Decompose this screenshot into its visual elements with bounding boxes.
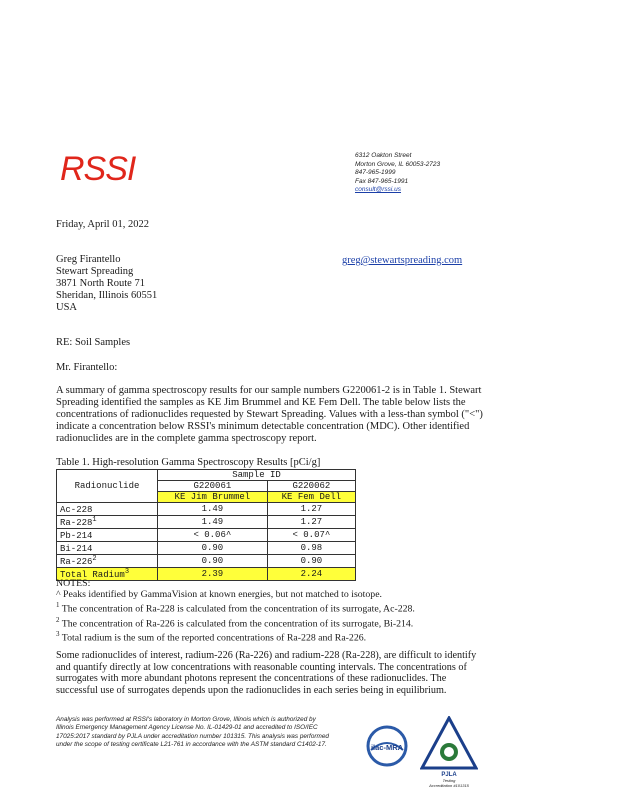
- contact-link[interactable]: consult@rssi.us: [355, 186, 401, 193]
- notes-title: NOTES:: [56, 578, 91, 589]
- value-cell: 1.27: [267, 503, 355, 516]
- recipient-line: Stewart Spreading: [56, 266, 134, 277]
- letterhead-address: [355, 152, 440, 195]
- table-row: [57, 542, 356, 555]
- pjla-badge-sub2: Accreditation #101315: [429, 783, 469, 788]
- nuclide-name: $Ra-228^1$: [57, 516, 158, 529]
- value-cell: 1.49: [157, 516, 267, 529]
- ilac-mra-badge: [365, 724, 409, 774]
- ilac-badge-text: ilac-MRA: [370, 743, 404, 752]
- note-item: $^3$ Total radium is the sum of the reported concentrations of Ra-228 and Ra-226.: [56, 630, 367, 644]
- address-line: 6312 Oakton Street: [355, 152, 412, 159]
- value-cell: 0.90: [157, 542, 267, 555]
- note-item: ^ Peaks identified by GammaVision at known energies, but not matched to isotope.: [56, 589, 382, 601]
- value-cell: 2.24: [267, 568, 355, 581]
- address-line: 847-965-1999: [355, 169, 396, 176]
- rssi-logo: RSSI: [60, 150, 136, 188]
- table-row: [57, 529, 356, 542]
- recipient-address: [56, 254, 157, 314]
- sample-id-2: G220062: [267, 481, 355, 492]
- value-cell: 0.98: [267, 542, 355, 555]
- table-caption: Table 1. High-resolution Gamma Spectroscopy Results [pCi/g]: [56, 457, 321, 468]
- accreditation-footer: Analysis was performed at RSSI's laboratory in Morton Grove, Illinois which is authorized by Illinois Emergency Management Agency License No. IL-01429-01 and accredited to ISO/IEC 17025:2017 standard by PJLA under accreditation number 101315. This analysis was performed under the scope of testing certificate L21-761 in accordance with the ASTM standard C1402-17.: [56, 716, 329, 749]
- table-row: [57, 516, 356, 529]
- value-cell: 1.27: [267, 516, 355, 529]
- nuclide-name: Ac-228: [57, 503, 158, 516]
- value-cell: < 0.07^: [267, 529, 355, 542]
- summary-paragraph: A summary of gamma spectroscopy results for our sample numbers G220061-2 is in Table 1. Stewart Spreading identified the samples as KE Jim Brummel and KE Fem Dell. The table below lists the concentrations of radionuclides requested by Stewart Spreading. Values with a less-than symbol ("<") indicate a concentration below RSSI's minimum detectable concentration (MDC). Other identified radionuclides are in the complete gamma spectroscopy report.: [56, 385, 483, 444]
- letter-date: Friday, April 01, 2022: [56, 219, 149, 230]
- pjla-badge: [420, 716, 478, 788]
- value-cell: 1.49: [157, 503, 267, 516]
- recipient-email-link[interactable]: greg@stewartspreading.com: [342, 255, 463, 266]
- value-cell: < 0.06^: [157, 529, 267, 542]
- table-row: [57, 503, 356, 516]
- value-cell: 0.90: [267, 555, 355, 568]
- value-cell: 0.90: [157, 555, 267, 568]
- recipient-line: 3871 North Route 71: [56, 278, 145, 289]
- pjla-badge-text: PJLA: [441, 772, 457, 778]
- nuclide-name: Pb-214: [57, 529, 158, 542]
- nuclide-name: $Ra-226^2$: [57, 555, 158, 568]
- radionuclide-header: Radionuclide: [57, 470, 158, 503]
- re-line: RE: Soil Samples: [56, 337, 131, 348]
- note-item: $^2$ The concentration of Ra-226 is calculated from the concentration of its surrogate, Bi-214.: [56, 615, 414, 630]
- pjla-badge-sub1: Testing: [442, 778, 456, 783]
- recipient-line: USA: [56, 302, 78, 313]
- sample-name-1: KE Jim Brummel: [157, 492, 267, 503]
- note-item: $^1$ The concentration of Ra-228 is calculated from the concentration of its surrogate, Ac-228.: [56, 601, 415, 615]
- nuclide-name: Bi-214: [57, 542, 158, 555]
- sample-id-1: G220061: [157, 481, 267, 492]
- recipient-line: Sheridan, Illinois 60551: [56, 290, 158, 301]
- table-row: [57, 555, 356, 568]
- results-table: [56, 469, 356, 581]
- sample-name-2: KE Fem Dell: [267, 492, 355, 503]
- sample-id-header: Sample ID: [157, 470, 355, 481]
- nuclide-name: Total Radium$^3$: [57, 568, 158, 581]
- salutation: Mr. Firantello:: [56, 362, 118, 373]
- recipient-line: Greg Firantello: [56, 254, 121, 265]
- surrogate-paragraph: Some radionuclides of interest, radium-226 (Ra-226) and radium-228 (Ra-228), are difficult to identify and quantify directly at low concentrations with reasonable counting intervals. The concentrations of surrogates with more abundant photons represent the concentrations of these radionuclides. The successful use of surrogates depends upon the radionuclides in each series being in equilibrium.: [56, 650, 477, 696]
- address-line: Morton Grove, IL 60053-2723: [355, 160, 441, 168]
- address-line: Fax 847-965-1991: [355, 177, 409, 185]
- value-cell: 2.39: [157, 568, 267, 581]
- notes-section: [56, 578, 415, 644]
